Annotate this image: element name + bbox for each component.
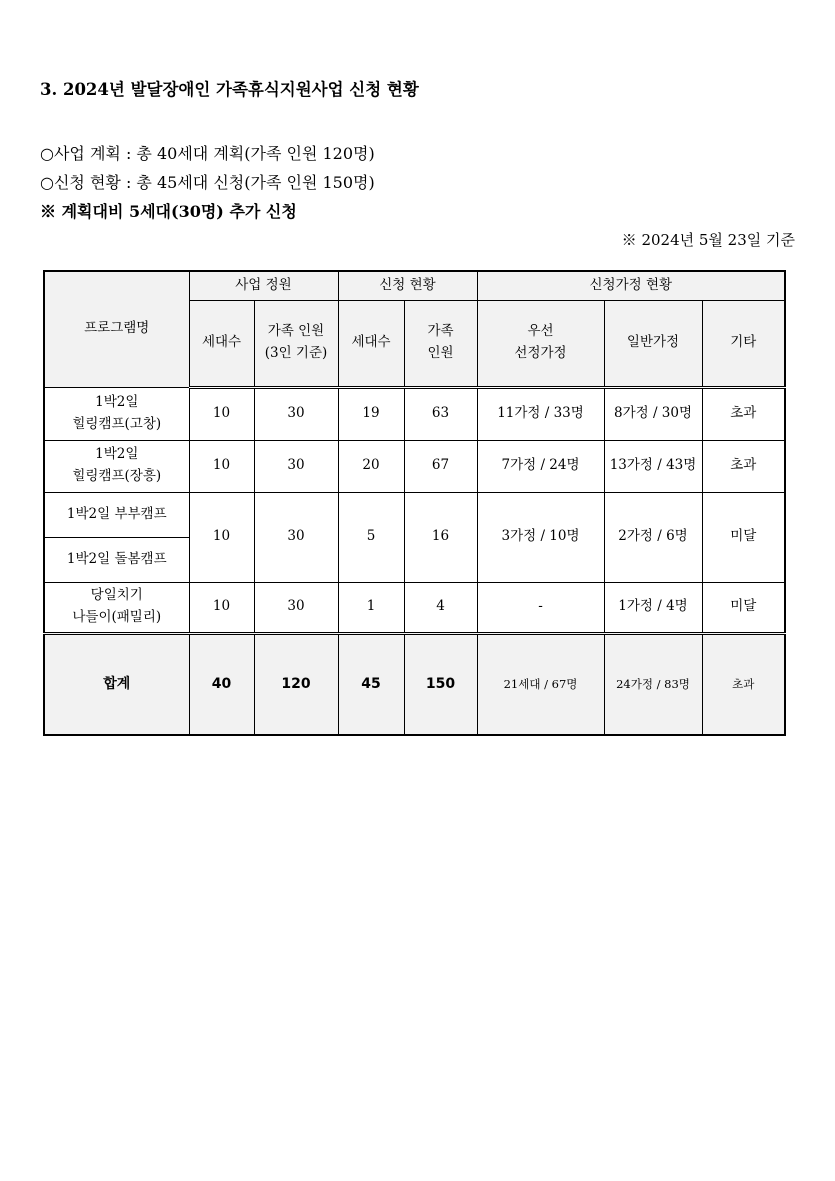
priority-families: 3가정 / 10명 [477, 492, 604, 582]
page-title: 3. 2024년 발달장애인 가족휴식지원사업 신청 현황 [40, 80, 419, 99]
app-members: 67 [404, 440, 477, 492]
table-row [44, 387, 785, 440]
other-status: 초과 [702, 440, 785, 492]
app-households: 20 [338, 440, 404, 492]
general-families: 13가정 / 43명 [604, 440, 702, 492]
priority-families: - [477, 582, 604, 633]
program-name: 1박2일 힐링캠프(장흥) [44, 440, 189, 492]
app-members: 16 [404, 492, 477, 582]
total-quota-members: 120 [254, 633, 338, 735]
program-name: 1박2일 힐링캠프(고창) [44, 387, 189, 440]
priority-header: 우선 선정가정 [477, 300, 604, 387]
total-quota-households: 40 [189, 633, 254, 735]
status-members-header: 가족 인원 [404, 300, 477, 387]
priority-families: 11가정 / 33명 [477, 387, 604, 440]
basis-date: ※ 2024년 5월 23일 기준 [621, 231, 795, 249]
general-families: 2가정 / 6명 [604, 492, 702, 582]
table-row [44, 440, 785, 492]
members-header: 가족 인원 (3인 기준) [254, 300, 338, 387]
application-summary: ○신청 현황 : 총 45세대 신청(가족 인원 150명) [40, 173, 375, 192]
family-status-header: 신청가정 현황 [477, 271, 785, 300]
total-app-members: 150 [404, 633, 477, 735]
other-header: 기타 [702, 300, 785, 387]
other-status: 미달 [702, 492, 785, 582]
program-header: 프로그램명 [44, 271, 189, 387]
total-label: 합계 [44, 633, 189, 735]
app-households: 19 [338, 387, 404, 440]
table-row [44, 492, 785, 537]
quota-members: 30 [254, 582, 338, 633]
additional-note: ※ 계획대비 5세대(30명) 추가 신청 [40, 202, 297, 221]
app-members: 4 [404, 582, 477, 633]
quota-households: 10 [189, 582, 254, 633]
priority-families: 7가정 / 24명 [477, 440, 604, 492]
header-row-1 [44, 271, 785, 300]
quota-households: 10 [189, 440, 254, 492]
app-households: 5 [338, 492, 404, 582]
status-header: 신청 현황 [338, 271, 477, 300]
program-name: 1박2일 돌봄캠프 [44, 537, 189, 582]
total-row [44, 633, 785, 735]
app-households: 1 [338, 582, 404, 633]
total-other: 초과 [702, 633, 785, 735]
total-app-households: 45 [338, 633, 404, 735]
application-status-table [43, 270, 786, 736]
app-members: 63 [404, 387, 477, 440]
households-header: 세대수 [189, 300, 254, 387]
quota-members: 30 [254, 492, 338, 582]
other-status: 미달 [702, 582, 785, 633]
total-priority: 21세대 / 67명 [477, 633, 604, 735]
total-general: 24가정 / 83명 [604, 633, 702, 735]
quota-header: 사업 정원 [189, 271, 338, 300]
general-header: 일반가정 [604, 300, 702, 387]
quota-members: 30 [254, 440, 338, 492]
status-households-header: 세대수 [338, 300, 404, 387]
quota-households: 10 [189, 387, 254, 440]
general-families: 1가정 / 4명 [604, 582, 702, 633]
table-row [44, 582, 785, 633]
program-name: 당일치기 나들이(패밀리) [44, 582, 189, 633]
other-status: 초과 [702, 387, 785, 440]
general-families: 8가정 / 30명 [604, 387, 702, 440]
quota-members: 30 [254, 387, 338, 440]
quota-households: 10 [189, 492, 254, 582]
plan-summary: ○사업 계획 : 총 40세대 계획(가족 인원 120명) [40, 144, 375, 163]
program-name: 1박2일 부부캠프 [44, 492, 189, 537]
